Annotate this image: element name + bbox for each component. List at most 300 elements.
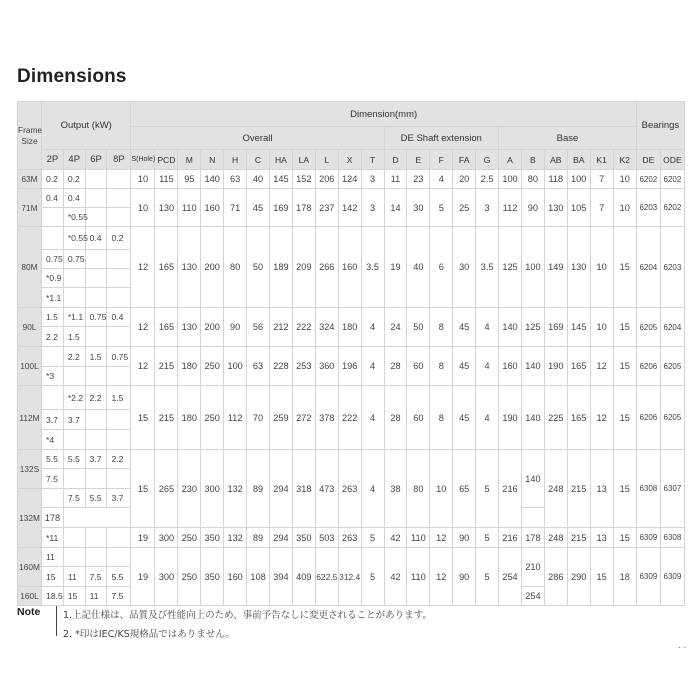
- dimension-cell: 266: [315, 227, 338, 308]
- output-cell: [63, 430, 85, 450]
- output-cell: [42, 347, 64, 367]
- col-header: G: [476, 150, 499, 170]
- output-cell: *0.55: [63, 227, 85, 250]
- output-cell: 3.7: [63, 410, 85, 430]
- output-cell: [107, 189, 131, 208]
- dimension-cell: 6205: [660, 386, 684, 450]
- dimension-cell: 10: [613, 189, 636, 227]
- output-cell: [85, 269, 107, 288]
- dimension-cell: 45: [247, 189, 270, 227]
- output-cell: 7.5: [107, 587, 131, 606]
- dimension-cell: 45: [453, 308, 476, 347]
- note-label: Note: [17, 606, 41, 618]
- dimension-cell: 71: [224, 189, 247, 227]
- output-cell: [85, 410, 107, 430]
- dimension-cell: 132: [224, 528, 247, 548]
- dimension-cell: 140: [521, 450, 544, 508]
- dimension-cell: 110: [407, 528, 430, 548]
- output-cell: [85, 208, 107, 227]
- dimension-cell: 125: [499, 227, 522, 308]
- dimension-cell: 5: [361, 528, 384, 548]
- table-row: [18, 227, 685, 250]
- col-header: L: [315, 150, 338, 170]
- col-header: A: [499, 150, 522, 170]
- output-cell: 5.5: [107, 567, 131, 587]
- col-header: 2P: [42, 150, 64, 170]
- dimension-cell: 216: [499, 528, 522, 548]
- col-header: F: [430, 150, 453, 170]
- output-cell: [85, 469, 107, 489]
- dimension-cell: 5: [361, 548, 384, 606]
- output-cell: 1.5: [85, 347, 107, 367]
- dimension-cell: 30: [407, 189, 430, 227]
- dimension-cell: 160: [224, 548, 247, 606]
- dimension-cell: 80: [407, 450, 430, 528]
- dimension-cell: 165: [567, 386, 590, 450]
- dimension-cell: 50: [247, 227, 270, 308]
- output-cell: [107, 430, 131, 450]
- table-row: [18, 189, 685, 208]
- dimension-cell: 89: [247, 528, 270, 548]
- dimension-cell: 6308: [636, 450, 660, 528]
- dimension-cell: 140: [521, 386, 544, 450]
- col-header: B: [521, 150, 544, 170]
- output-cell: [85, 189, 107, 208]
- output-cell: [42, 227, 64, 250]
- note-divider: [56, 606, 57, 636]
- output-cell: *11: [42, 528, 64, 548]
- dimension-cell: 28: [384, 386, 407, 450]
- dimension-cell: 19: [131, 548, 155, 606]
- dimension-cell: 209: [292, 227, 315, 308]
- output-cell: [107, 288, 131, 308]
- table-row: [18, 170, 685, 189]
- output-cell: [107, 269, 131, 288]
- dimension-cell: 100: [499, 170, 522, 189]
- output-cell: 1.5: [107, 386, 131, 410]
- dimension-cell: 248: [544, 450, 567, 528]
- table-row: [18, 347, 685, 367]
- output-cell: [42, 386, 64, 410]
- dimension-cell: 250: [201, 386, 224, 450]
- dimension-cell: 112: [499, 189, 522, 227]
- output-cell: 0.2: [107, 227, 131, 250]
- dimension-cell: 286: [544, 548, 567, 606]
- col-header: PCD: [155, 150, 178, 170]
- output-cell: [107, 548, 131, 567]
- dimension-cell: 90: [453, 548, 476, 606]
- dimension-cell: 19: [131, 528, 155, 548]
- output-cell: 11: [42, 548, 64, 567]
- output-cell: 0.2: [42, 170, 64, 189]
- col-header: K2: [613, 150, 636, 170]
- dimension-cell: 178: [292, 189, 315, 227]
- dimension-cell: 19: [384, 227, 407, 308]
- dimension-cell: 294: [269, 450, 292, 528]
- output-cell: [107, 410, 131, 430]
- dimension-cell: 56: [247, 308, 270, 347]
- dimension-cell: 8: [430, 386, 453, 450]
- output-cell: 5.5: [85, 489, 107, 508]
- dimension-cell: 312.4: [338, 548, 361, 606]
- output-cell: [63, 469, 85, 489]
- dimension-cell: 294: [269, 528, 292, 548]
- dimension-cell: 5: [476, 548, 499, 606]
- dimension-cell: 95: [178, 170, 201, 189]
- dimension-cell: 10: [590, 308, 613, 347]
- dimension-cell: 169: [544, 308, 567, 347]
- dimension-cell: 248: [544, 528, 567, 548]
- dimension-cell: 10: [590, 227, 613, 308]
- output-cell: 7.5: [42, 469, 64, 489]
- output-cell: 3.7: [85, 450, 107, 469]
- dimension-cell: 165: [155, 308, 178, 347]
- dimension-cell: 152: [292, 170, 315, 189]
- dimension-cell: 100: [224, 347, 247, 386]
- frame-size-cell: 160L: [18, 587, 42, 606]
- dimension-cell: 263: [338, 450, 361, 528]
- output-cell: 11: [85, 587, 107, 606]
- dimension-cell: 140: [201, 170, 224, 189]
- frame-size-cell: 160M: [18, 548, 42, 587]
- frame-size-cell: 90L: [18, 308, 42, 347]
- dimension-cell: 130: [155, 189, 178, 227]
- dimension-cell: 210: [521, 548, 544, 587]
- dimension-cell: 8: [430, 347, 453, 386]
- dimension-cell: 70: [247, 386, 270, 450]
- dimension-cell: 228: [269, 347, 292, 386]
- col-header: LA: [292, 150, 315, 170]
- dimension-cell: 263: [338, 528, 361, 548]
- dimension-cell: 259: [269, 386, 292, 450]
- dimension-cell: 130: [178, 308, 201, 347]
- dimension-cell: 250: [178, 528, 201, 548]
- dimension-cell: 360: [315, 347, 338, 386]
- output-cell: *0.9: [42, 269, 64, 288]
- dimension-cell: 10: [430, 450, 453, 528]
- output-cell: [42, 208, 64, 227]
- dimension-cell: 90: [521, 189, 544, 227]
- output-cell: 15: [63, 587, 85, 606]
- dimension-cell: 7: [590, 170, 613, 189]
- dimension-cell: 180: [178, 347, 201, 386]
- dimension-cell: 18: [613, 548, 636, 606]
- dimension-cell: 300: [155, 528, 178, 548]
- dimension-cell: 42: [384, 528, 407, 548]
- dimension-cell: 7: [590, 189, 613, 227]
- dimension-cell: 89: [247, 450, 270, 528]
- dimension-cell: 165: [567, 347, 590, 386]
- output-cell: 0.75: [63, 250, 85, 269]
- col-header: E: [407, 150, 430, 170]
- output-cell: 18.5: [42, 587, 64, 606]
- dimension-cell: 6203: [636, 189, 660, 227]
- output-cell: 0.4: [107, 308, 131, 327]
- column-header-row: [18, 150, 685, 170]
- dimension-cell: 265: [155, 450, 178, 528]
- col-header: HA: [269, 150, 292, 170]
- dimension-cell: 215: [155, 386, 178, 450]
- dimension-cell: 4: [361, 347, 384, 386]
- output-cell: 0.75: [42, 250, 64, 269]
- dimension-cell: 2.5: [476, 170, 499, 189]
- dimension-cell: 15: [131, 450, 155, 528]
- output-cell: *0.55: [63, 208, 85, 227]
- col-header: M: [178, 150, 201, 170]
- dimension-cell: 90: [453, 528, 476, 548]
- output-header: Output (kW): [42, 102, 131, 150]
- dimension-cell: 350: [201, 528, 224, 548]
- frame-size-cell: 112M: [18, 386, 42, 450]
- page-title: Dimensions: [17, 66, 127, 87]
- dimension-cell: 25: [453, 189, 476, 227]
- output-cell: [42, 489, 64, 508]
- dimension-cell: 160: [338, 227, 361, 308]
- dimension-cell: 12: [590, 386, 613, 450]
- dimension-cell: 206: [315, 170, 338, 189]
- output-cell: [63, 269, 85, 288]
- output-cell: [85, 170, 107, 189]
- dimension-cell: 118: [544, 170, 567, 189]
- dimension-cell: 13: [590, 528, 613, 548]
- dimension-cell: 160: [499, 347, 522, 386]
- dimension-cell: 110: [407, 548, 430, 606]
- dimension-cell: 63: [247, 347, 270, 386]
- dimension-cell: 225: [544, 386, 567, 450]
- output-cell: [63, 528, 85, 548]
- dimension-cell: 23: [407, 170, 430, 189]
- dimension-cell: 63: [224, 170, 247, 189]
- dimension-cell: 216: [499, 450, 522, 528]
- dimension-cell: 5: [430, 189, 453, 227]
- dimension-cell: 80: [224, 227, 247, 308]
- dimension-cell: 14: [384, 189, 407, 227]
- output-cell: 1.5: [42, 308, 64, 327]
- dimension-cell: 300: [155, 548, 178, 606]
- note-line: 1.上記仕様は、品質及び性能向上のため、事前予告なしに変更されることがあります。: [63, 610, 432, 621]
- output-cell: [85, 288, 107, 308]
- dimension-cell: 300: [201, 450, 224, 528]
- dimension-cell: 6307: [660, 450, 684, 528]
- output-cell: 11: [63, 567, 85, 587]
- dimension-cell: 200: [201, 308, 224, 347]
- dimension-cell: 215: [155, 347, 178, 386]
- table-row: [18, 308, 685, 327]
- frame-size-cell: 80M: [18, 227, 42, 308]
- col-header: S(Hole): [131, 150, 155, 170]
- output-cell: 2.2: [107, 450, 131, 469]
- dimension-cell: 253: [292, 347, 315, 386]
- output-cell: 3.7: [42, 410, 64, 430]
- dimension-cell: 3: [361, 170, 384, 189]
- dimension-cell: 3.5: [361, 227, 384, 308]
- dimension-cell: 149: [544, 227, 567, 308]
- output-cell: [63, 367, 85, 386]
- overall-header: Overall: [131, 127, 384, 150]
- dimension-cell: 180: [338, 308, 361, 347]
- dimension-cell: 222: [338, 386, 361, 450]
- col-header: T: [361, 150, 384, 170]
- footer-mark: . .: [678, 640, 687, 651]
- output-cell: [85, 548, 107, 567]
- col-header: X: [338, 150, 361, 170]
- dimension-cell: 60: [407, 386, 430, 450]
- dimension-cell: 6309: [636, 528, 660, 548]
- dimension-cell: 20: [453, 170, 476, 189]
- dimension-cell: 6202: [660, 189, 684, 227]
- dimension-cell: 15: [131, 386, 155, 450]
- output-cell: [107, 469, 131, 489]
- dimension-cell: 110: [178, 189, 201, 227]
- dimension-cell: 6203: [660, 227, 684, 308]
- dimension-cell: 178: [521, 528, 544, 548]
- dimension-cell: 6206: [636, 386, 660, 450]
- output-cell: [107, 170, 131, 189]
- output-cell: [107, 367, 131, 386]
- dimension-cell: 80: [521, 170, 544, 189]
- bearings-header: Bearings: [636, 102, 684, 150]
- dimension-cell: 40: [247, 170, 270, 189]
- output-cell: [85, 528, 107, 548]
- dimension-cell: 145: [269, 170, 292, 189]
- dimension-cell: 12: [131, 227, 155, 308]
- dimension-cell: 15: [613, 347, 636, 386]
- dimension-cell: 90: [224, 308, 247, 347]
- dimension-cell: 3: [361, 189, 384, 227]
- dimension-cell: 250: [201, 347, 224, 386]
- output-cell: [85, 250, 107, 269]
- dimension-cell: 124: [338, 170, 361, 189]
- output-cell: 2.2: [85, 386, 107, 410]
- dimension-cell: 6202: [636, 170, 660, 189]
- dimension-header: Dimension(mm): [131, 102, 636, 127]
- dimension-cell: 190: [544, 347, 567, 386]
- dimension-cell: 254: [499, 548, 522, 606]
- output-cell: [107, 327, 131, 347]
- dimension-cell: 4: [361, 386, 384, 450]
- dimension-cell: 473: [315, 450, 338, 528]
- dimension-cell: 130: [567, 227, 590, 308]
- dimension-cell: 11: [384, 170, 407, 189]
- output-cell: 1.5: [63, 327, 85, 347]
- dimension-cell: 4: [476, 308, 499, 347]
- dimension-cell: 6309: [660, 548, 684, 606]
- dimension-cell: 222: [292, 308, 315, 347]
- dimension-cell: 24: [384, 308, 407, 347]
- col-header: 4P: [63, 150, 85, 170]
- output-cell: *4: [42, 430, 64, 450]
- dimension-cell: 378: [315, 386, 338, 450]
- table-row: [18, 450, 685, 469]
- dimension-cell: 200: [201, 227, 224, 308]
- dimension-cell: 503: [315, 528, 338, 548]
- dimension-cell: 215: [567, 528, 590, 548]
- dimension-cell: 28: [384, 347, 407, 386]
- output-cell: 0.75: [85, 308, 107, 327]
- dimension-cell: 60: [407, 347, 430, 386]
- dimension-cell: 13: [590, 450, 613, 528]
- dimension-cell: 6309: [636, 548, 660, 606]
- dimension-cell: 190: [499, 386, 522, 450]
- dimension-cell: 350: [292, 528, 315, 548]
- dimension-cell: 115: [155, 170, 178, 189]
- dimension-cell: 38: [384, 450, 407, 528]
- dimension-cell: 4: [361, 450, 384, 528]
- dimension-cell: 3: [476, 189, 499, 227]
- output-cell: [63, 288, 85, 308]
- dimension-cell: 394: [269, 548, 292, 606]
- frame-size-cell: 132S: [18, 450, 42, 489]
- col-header: C: [247, 150, 270, 170]
- dimension-cell: 189: [269, 227, 292, 308]
- frame-size-header: Frame Size: [18, 102, 42, 170]
- dimension-cell: 4: [476, 386, 499, 450]
- output-cell: 5.5: [42, 450, 64, 469]
- dimension-cell: 15: [613, 528, 636, 548]
- frame-size-cell: 71M: [18, 189, 42, 227]
- dimension-cell: 318: [292, 450, 315, 528]
- dimension-cell: 169: [269, 189, 292, 227]
- dimension-cell: 324: [315, 308, 338, 347]
- output-cell: 5.5: [63, 450, 85, 469]
- dimension-cell: 196: [338, 347, 361, 386]
- output-cell: *2.2: [63, 386, 85, 410]
- dimension-cell: 12: [590, 347, 613, 386]
- col-header: N: [201, 150, 224, 170]
- dimension-cell: 30: [453, 227, 476, 308]
- dimension-cell: 140: [499, 308, 522, 347]
- dimension-cell: 272: [292, 386, 315, 450]
- dimension-cell: 230: [178, 450, 201, 528]
- output-cell: 2.2: [63, 347, 85, 367]
- col-header: D: [384, 150, 407, 170]
- dimension-cell: 130: [178, 227, 201, 308]
- dimension-cell: 15: [613, 308, 636, 347]
- dimension-cell: 40: [407, 227, 430, 308]
- col-header: DE: [636, 150, 660, 170]
- frame-size-cell: 132M: [18, 489, 42, 548]
- output-cell: 2.2: [42, 327, 64, 347]
- dimension-cell: 6205: [636, 308, 660, 347]
- dimension-cell: 215: [567, 450, 590, 528]
- dimension-cell: 212: [269, 308, 292, 347]
- dimension-cell: 254: [521, 587, 544, 606]
- col-header: AB: [544, 150, 567, 170]
- dimension-cell: 290: [567, 548, 590, 606]
- dimension-cell: 6308: [660, 528, 684, 548]
- dimension-cell: 12: [131, 308, 155, 347]
- output-cell: *1.1: [42, 288, 64, 308]
- dimension-cell: 409: [292, 548, 315, 606]
- output-cell: 3.7: [107, 489, 131, 508]
- dimension-cell: 15: [613, 386, 636, 450]
- output-cell: 0.4: [42, 189, 64, 208]
- dimension-cell: 4: [476, 347, 499, 386]
- dimension-cell: 142: [338, 189, 361, 227]
- dimension-cell: 6204: [660, 308, 684, 347]
- output-cell: 0.4: [85, 227, 107, 250]
- dimension-cell: 100: [521, 227, 544, 308]
- dimension-cell: 165: [155, 227, 178, 308]
- output-cell: 15: [42, 567, 64, 587]
- dimension-cell: 6205: [660, 347, 684, 386]
- col-header: H: [224, 150, 247, 170]
- dimension-cell: 15: [590, 548, 613, 606]
- dimension-cell: 12: [430, 528, 453, 548]
- dimension-cell: 130: [544, 189, 567, 227]
- base-header: Base: [499, 127, 637, 150]
- output-cell: *1.1: [63, 308, 85, 327]
